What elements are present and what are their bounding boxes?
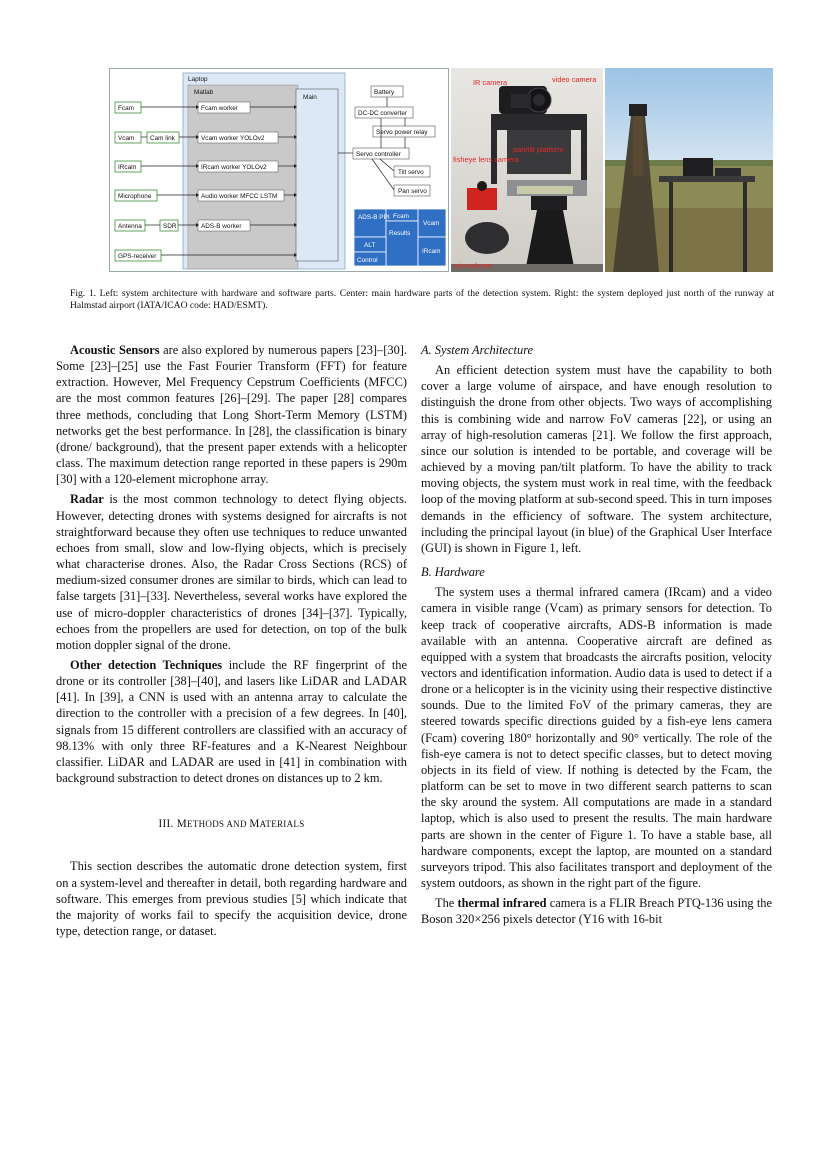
subsection-hardware: B. Hardware bbox=[421, 565, 485, 580]
sensor-vcam: Vcam bbox=[118, 135, 135, 142]
term-radar: Radar bbox=[70, 492, 104, 507]
paragraph-thermal bbox=[421, 895, 772, 927]
architecture-svg bbox=[110, 69, 450, 273]
paragraph-thermal-pre: The bbox=[435, 896, 458, 911]
worker-adsb: ADS-B worker bbox=[201, 223, 242, 230]
paragraph-other-text: include the RF fingerprint of the drone or its controller [38]–[40], and lasers like LiDAR and LADAR [41]. In [39], a CNN is used with an antenna array to calculate the direction to the controller with a precision of a few degrees. In [40], signals from 15 different controllers are classified with an accuracy of 98.13% with only three RF-features and a K-Nearest Neighbour classifier. LiDAR and LADAR are used in [41] in combination with background substraction to detect drones on distances up to 2 km. bbox=[56, 657, 408, 786]
sensor-ircam: IRcam bbox=[118, 164, 137, 171]
term-acoustic-sensors: Acoustic Sensors bbox=[70, 343, 160, 357]
section-title-cap2: M bbox=[249, 818, 260, 831]
paragraph-radar-text: is the most common technology to detect flying objects. However, detecting drones with systems designed for aircrafts is not straightforward because they often use techniques to reduce unwanted echoes from small, slow and low-flying objects, which is precisely what characterise drones. Also, the Radar Cross Sections (RCS) of medium-sized consumer drones are similar to birds, which can lead to false targets [31]–[33]. Nevertheless, several works have explored the use of micro-doppler characteristics of drones [34]–[37]. Typically, echoes from the propellers are used for detection, on top of the bulk motion doppler signal of the drone. bbox=[56, 492, 407, 652]
hw-tilt-servo: Tilt servo bbox=[398, 169, 424, 176]
gui-adsb-label: ADS-B PPI bbox=[358, 214, 390, 221]
section-title-rest2: ATERIALS bbox=[259, 819, 305, 830]
hw-relay: Servo power relay bbox=[376, 129, 428, 136]
laptop-label: Laptop bbox=[188, 76, 208, 83]
worker-fcam: Fcam worker bbox=[201, 105, 238, 112]
cam-link-label: Cam link bbox=[150, 135, 175, 142]
paragraph-hardware: The system uses a thermal infrared camera (IRcam) and a video camera in visible range (Vcam) as primary sensors for detection. To keep track of cooperative aircrafts, ADS-B information is made available with an antenna. Cooperative aircraft are defined as equipped with a system that broadcasts the aircrafts position, velocity vectors and identification information. Audio data is used to detect if a drone or a helicopter is in the vicinity using their respective distinctive sounds. Due to the limited FoV of the primary cameras, they are steered towards specific directions guided by a fish-eye lens camera (Fcam) covering 180° horizontally and 90° vertically. The role of the fish-eye camera is not to detect specific classes, but to detect moving objects in its field of view. If nothing is detected by the Fcam, the platform can be set to move in two different search patterns to scan the sky around the system. All computations are made in a standard laptop, which is also used to present the results. The main hardware parts are shown in the center of Figure 1. To have a stable base, all hardware components, except the laptop, are mounted on a standard surveyors tripod. This also facilitates transport and deployment of the system outdoors, as shown in the right part of the figure. bbox=[421, 585, 772, 890]
term-thermal-infrared: thermal infrared bbox=[457, 896, 547, 911]
paragraph-thermal-text: camera is a FLIR Breach PTQ-136 using the Boson 320×256 pixels detector (Y16 with 16-bit bbox=[421, 896, 772, 927]
label-fisheye: fisheye lens camera bbox=[453, 155, 519, 164]
sensor-fcam: Fcam bbox=[118, 105, 134, 112]
gui-ircam-label: IRcam bbox=[422, 248, 441, 255]
subsection-system-architecture: A. System Architecture bbox=[421, 343, 534, 357]
hw-dcdc: DC-DC converter bbox=[358, 110, 408, 117]
hardware-photo bbox=[451, 68, 603, 272]
section-heading bbox=[56, 816, 407, 832]
section-title-cap1: M bbox=[176, 818, 188, 831]
worker-vcam: Vcam worker YOLOv2 bbox=[201, 135, 265, 142]
sensor-gps: GPS-receiver bbox=[118, 253, 157, 260]
paragraph-section-intro: This section describes the automatic drone detection system, first on a system-level and thereafter in detail, both regarding hardware and software. This emerges from previous studies [5] which indicate that the majority of works fail to specify the acquisition device, drone type, detection range, or dataset. bbox=[56, 859, 407, 938]
right-column bbox=[421, 342, 772, 931]
label-ir-camera: IR camera bbox=[473, 78, 508, 87]
main-label: Main bbox=[303, 94, 317, 101]
gui-fcam-label: Fcam bbox=[393, 213, 409, 220]
figure-caption: Fig. 1. Left: system architecture with hardware and software parts. Center: main hardware parts of the detection system. Right: the system deployed just north of the runway at Halmstad airport (IATA/ICAO code: HAD/ESMT). bbox=[70, 288, 774, 311]
matlab-label: Matlab bbox=[194, 89, 214, 96]
gui-alt-label: ALT bbox=[364, 242, 376, 249]
worker-audio: Audio worker MFCC LSTM bbox=[201, 193, 278, 200]
sensor-antenna: Antenna bbox=[118, 223, 142, 230]
section-title-rest1: ETHODS AND bbox=[187, 819, 250, 830]
sensor-microphone: Microphone bbox=[118, 193, 152, 200]
sdr-label: SDR bbox=[163, 223, 177, 230]
gui-vcam-label: Vcam bbox=[423, 220, 440, 227]
hw-battery: Battery bbox=[374, 89, 395, 96]
worker-ircam: IRcam worker YOLOv2 bbox=[201, 164, 267, 171]
gui-results bbox=[386, 221, 418, 266]
paragraph-acoustic bbox=[56, 342, 407, 487]
paragraph-other bbox=[56, 657, 407, 786]
gui-results-label: Results bbox=[389, 230, 411, 237]
paragraph-radar bbox=[56, 491, 407, 653]
hw-servo-controller: Servo controller bbox=[356, 151, 401, 158]
term-other-techniques: Other detection Techniques bbox=[70, 657, 223, 672]
label-video-camera: video camera bbox=[552, 75, 597, 84]
deployed-system-photo bbox=[605, 68, 773, 272]
left-column bbox=[56, 342, 407, 943]
label-pan-tilt: pan/tilt platform bbox=[513, 145, 564, 154]
main-box bbox=[296, 89, 338, 261]
system-architecture-diagram bbox=[109, 68, 449, 272]
label-microphone: microphone bbox=[453, 261, 492, 270]
paragraph-acoustic-text: are also explored by numerous papers [23]–[30]. Some [23]–[25] use the Fast Fourier Transform (FFT) for feature extraction. However, Mel Frequency Cepstrum Coefficients (MFCC) are the most common features [26]–[29]. The paper [28] compares three methods, concluding that Long Short-Term Memory (LSTM) networks get the best performance. In [28], the classification is binary (drone/ background), that the present paper extends with a helicopter class. The maximum detection range reported in these papers is 290m [30] with a 120-element microphone array. bbox=[56, 343, 407, 487]
section-number: III. bbox=[158, 818, 177, 831]
gui-control-label: Control bbox=[357, 257, 378, 264]
hw-pan-servo: Pan servo bbox=[398, 188, 427, 195]
paragraph-architecture: An efficient detection system must have the capability to both cover a large volume of airspace, and have enough resolution to distinguish the drone from other objects. Two ways of accomplishing this is combining wide and narrow FoV cameras [22], or using an array of high-resolution cameras [21]. We follow the first approach, since our solution is intended to be portable, and coverage will be achieved by a moving pan/tilt platform. To have the ability to track moving objects, the system must work in real time, with the feedback loop of the moving platform at sub-second speed. This in turn imposes demands in the efficiency of software. The system architecture, including the principal layout (in blue) of the Graphical User Interface (GUI) is shown in Figure 1, left. bbox=[421, 363, 772, 555]
